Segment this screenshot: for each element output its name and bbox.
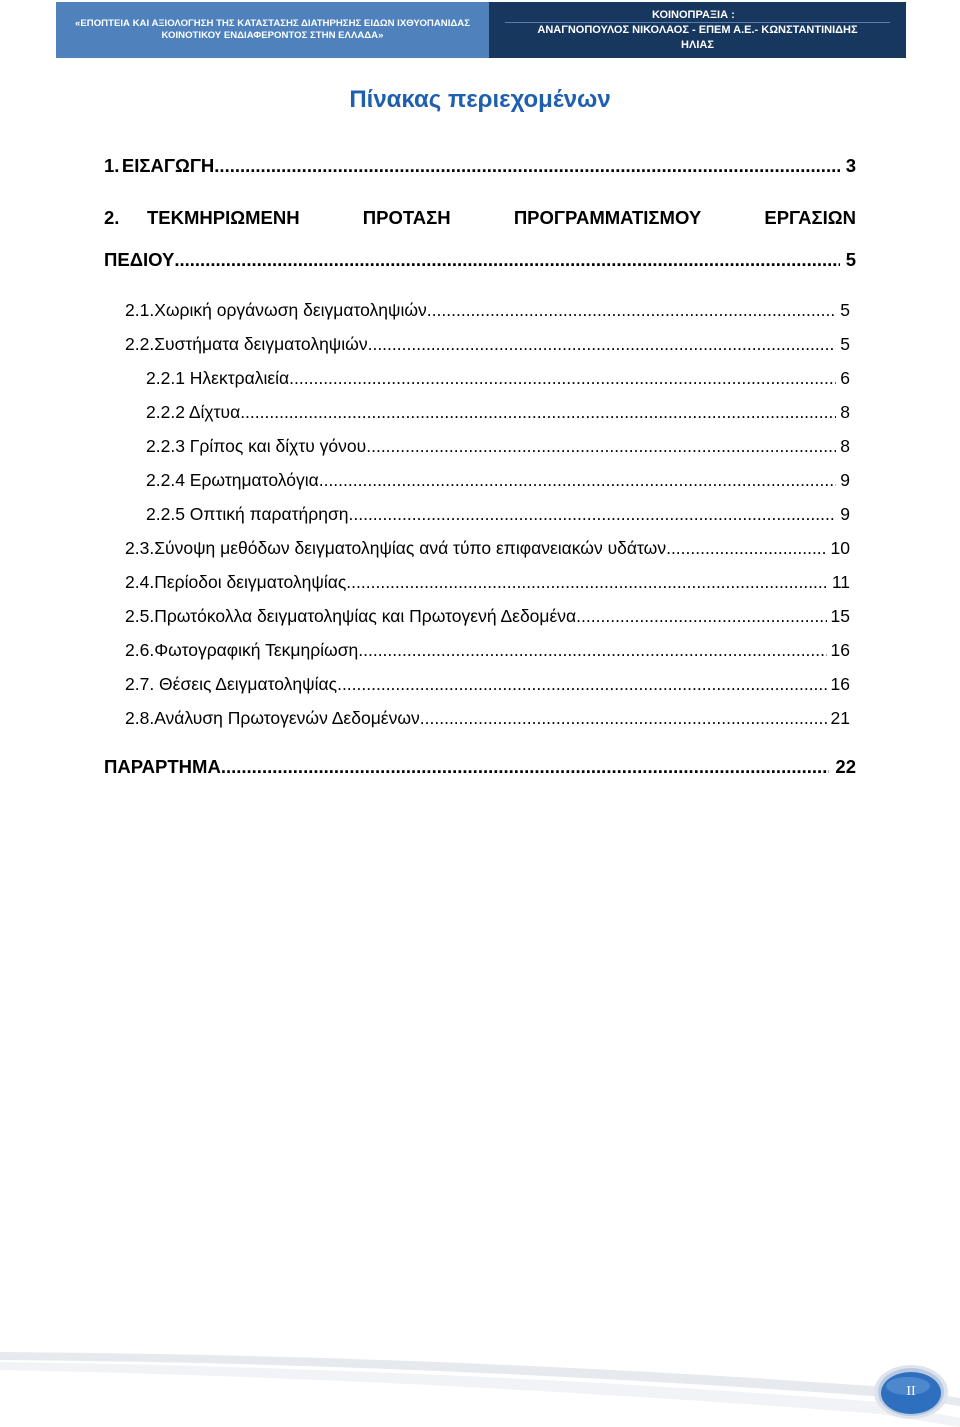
toc-entry-page: 5 [845,249,856,270]
toc-entry-page: 11 [831,572,850,592]
toc-entry-text: Ανάλυση Πρωτογενών Δεδομένων [154,708,420,728]
consortium-label: ΚΟΙΝΟΠΡΑΞΙΑ : [652,8,735,21]
consortium-members-line2: ΗΛΙΑΣ [681,38,714,51]
project-title-line2: ΚΟΙΝΟΤΙΚΟΥ ΕΝΔΙΑΦΕΡΟΝΤΟΣ ΣΤΗΝ ΕΛΛΑΔΑ» [161,30,384,41]
toc-entry-line1 [104,207,856,229]
toc-entry-text: Σύνοψη μεθόδων δειγματοληψίας ανά τύπο επιφανειακών υδάτων [154,538,667,558]
toc-entry-text: 2.2.4 Ερωτηματολόγια [146,470,319,490]
page-number: II [906,1384,916,1399]
consortium-members-line1: ΑΝΑΓΝΟΠΟΥΛΟΣ ΝΙΚΟΛΑΟΣ - ΕΠΕΜ Α.Ε.- ΚΩΝΣΤΑΝΤΙΝΙΔΗΣ [537,23,858,36]
toc-entry-word: ΤΕΚΜΗΡΙΩΜΕΝΗ [147,207,300,228]
project-title-box [56,2,489,58]
toc-entry-2-6[interactable] [125,640,850,661]
toc-entry-2-2-5[interactable] [146,504,850,525]
toc-entry-2-1[interactable] [125,300,850,321]
toc-entry-2-2[interactable] [125,334,850,355]
toc-entry-appendix[interactable] [104,756,856,778]
toc-entry-text: Χωρική οργάνωση δειγματοληψιών [154,300,427,320]
toc-entry-page: 8 [840,436,850,456]
toc-leader-dots [366,436,836,457]
toc-entry-text: 2.2.3 Γρίπος και δίχτυ γόνου [146,436,367,456]
consortium-divider [505,22,890,23]
toc-entry-2-2-4[interactable] [146,470,850,491]
toc-entry-number: 2.5. [125,606,155,626]
toc-entry-page: 5 [840,334,850,354]
toc-leader-dots [174,249,839,271]
toc-leader-dots [337,674,826,695]
toc-entry-text: ΕΙΣΑΓΩΓΗ [121,155,215,176]
toc-entry-word: ΕΡΓΑΣΙΩΝ [764,207,856,228]
toc-leader-dots [427,300,836,321]
toc-entry-number: 2. [104,207,120,228]
toc-entry-number: 2.8. [125,708,155,728]
toc-entry-number: 2.2. [125,334,155,354]
toc-leader-dots [576,606,826,627]
toc-entry-text: 2.7. Θέσεις Δειγματοληψίας [125,674,338,694]
toc-entry-page: 16 [830,674,850,694]
toc-entry-text: 2.2.1 Ηλεκτραλιεία [146,368,290,388]
toc-entry-number: 1. [104,155,120,176]
toc-entry-2-4[interactable] [125,572,850,593]
toc-entry-word: ΠΡΟΓΡΑΜΜΑΤΙΣΜΟΥ [513,207,702,228]
toc-leader-dots [289,368,836,389]
toc-entry-2-2-1[interactable] [146,368,850,389]
toc-entry-line2 [104,249,856,271]
toc-entry-text: Πρωτόκολλα δειγματοληψίας και Πρωτογενή Δεδομένα [154,606,577,626]
consortium-box [489,2,906,58]
toc-leader-dots [420,708,827,729]
document-header [56,2,906,58]
toc-entry-2-2-3[interactable] [146,436,850,457]
toc-title: Πίνακας περιεχομένων [349,86,611,113]
toc-entry-number: 2.4. [125,572,155,592]
toc-entry-text: ΠΕΔΙΟΥ [104,249,175,270]
toc-entry-page: 9 [840,504,850,524]
toc-entry-text: Συστήματα δειγματοληψιών [154,334,368,354]
toc-entry-text: ΠΑΡΑΡΤΗΜΑ [104,756,221,777]
toc-entry-text: 2.2.2 Δίχτυα [146,402,241,422]
toc-entry-page: 9 [840,470,850,490]
toc-leader-dots [319,470,837,491]
toc-entry-page: 10 [830,538,850,558]
toc-entry-page: 15 [830,606,850,626]
toc-entry-2-2-2[interactable] [146,402,850,423]
toc-leader-dots [240,402,836,423]
toc-entry-introduction[interactable] [104,155,856,177]
footer-swoosh-decoration [0,1340,960,1427]
toc-entry-text: Φωτογραφική Τεκμηρίωση [154,640,359,660]
toc-entry-page: 8 [840,402,850,422]
toc-leader-dots [214,155,839,177]
toc-leader-dots [221,756,830,778]
toc-entry-proposal[interactable] [104,207,856,270]
toc-entry-number: 2.1. [125,300,155,320]
toc-entry-page: 3 [845,155,856,176]
toc-entry-word: ΠΡΟΤΑΣΗ [362,207,451,228]
toc-entry-page: 5 [840,300,850,320]
toc-entry-page: 22 [835,756,856,777]
toc-leader-dots [349,504,837,525]
toc-entry-number: 2.3. [125,538,155,558]
toc-entry-2-7[interactable] [125,674,850,695]
project-title-line1: «ΕΠΟΠΤΕΙΑ ΚΑΙ ΑΞΙΟΛΟΓΗΣΗ ΤΗΣ ΚΑΤΑΣΤΑΣΗΣ ΔΙΑΤΗΡΗΣΗΣ ΕΙΔΩΝ ΙΧΘΥΟΠΑΝΙΔΑΣ [75,18,470,29]
toc-leader-dots [666,538,826,559]
toc-entry-2-5[interactable] [125,606,850,627]
toc-entry-number: 2.6. [125,640,155,660]
toc-entry-page: 16 [830,640,850,660]
toc-leader-dots [368,334,837,355]
toc-entry-text: 2.2.5 Οπτική παρατήρηση [146,504,349,524]
toc-leader-dots [358,640,826,661]
toc-entry-text: Περίοδοι δειγματοληψίας [154,572,347,592]
toc-entry-2-8[interactable] [125,708,850,729]
toc-entry-2-3[interactable] [125,538,850,559]
toc-entry-page: 21 [830,708,850,728]
toc-leader-dots [346,572,828,593]
toc-entry-page: 6 [840,368,850,388]
